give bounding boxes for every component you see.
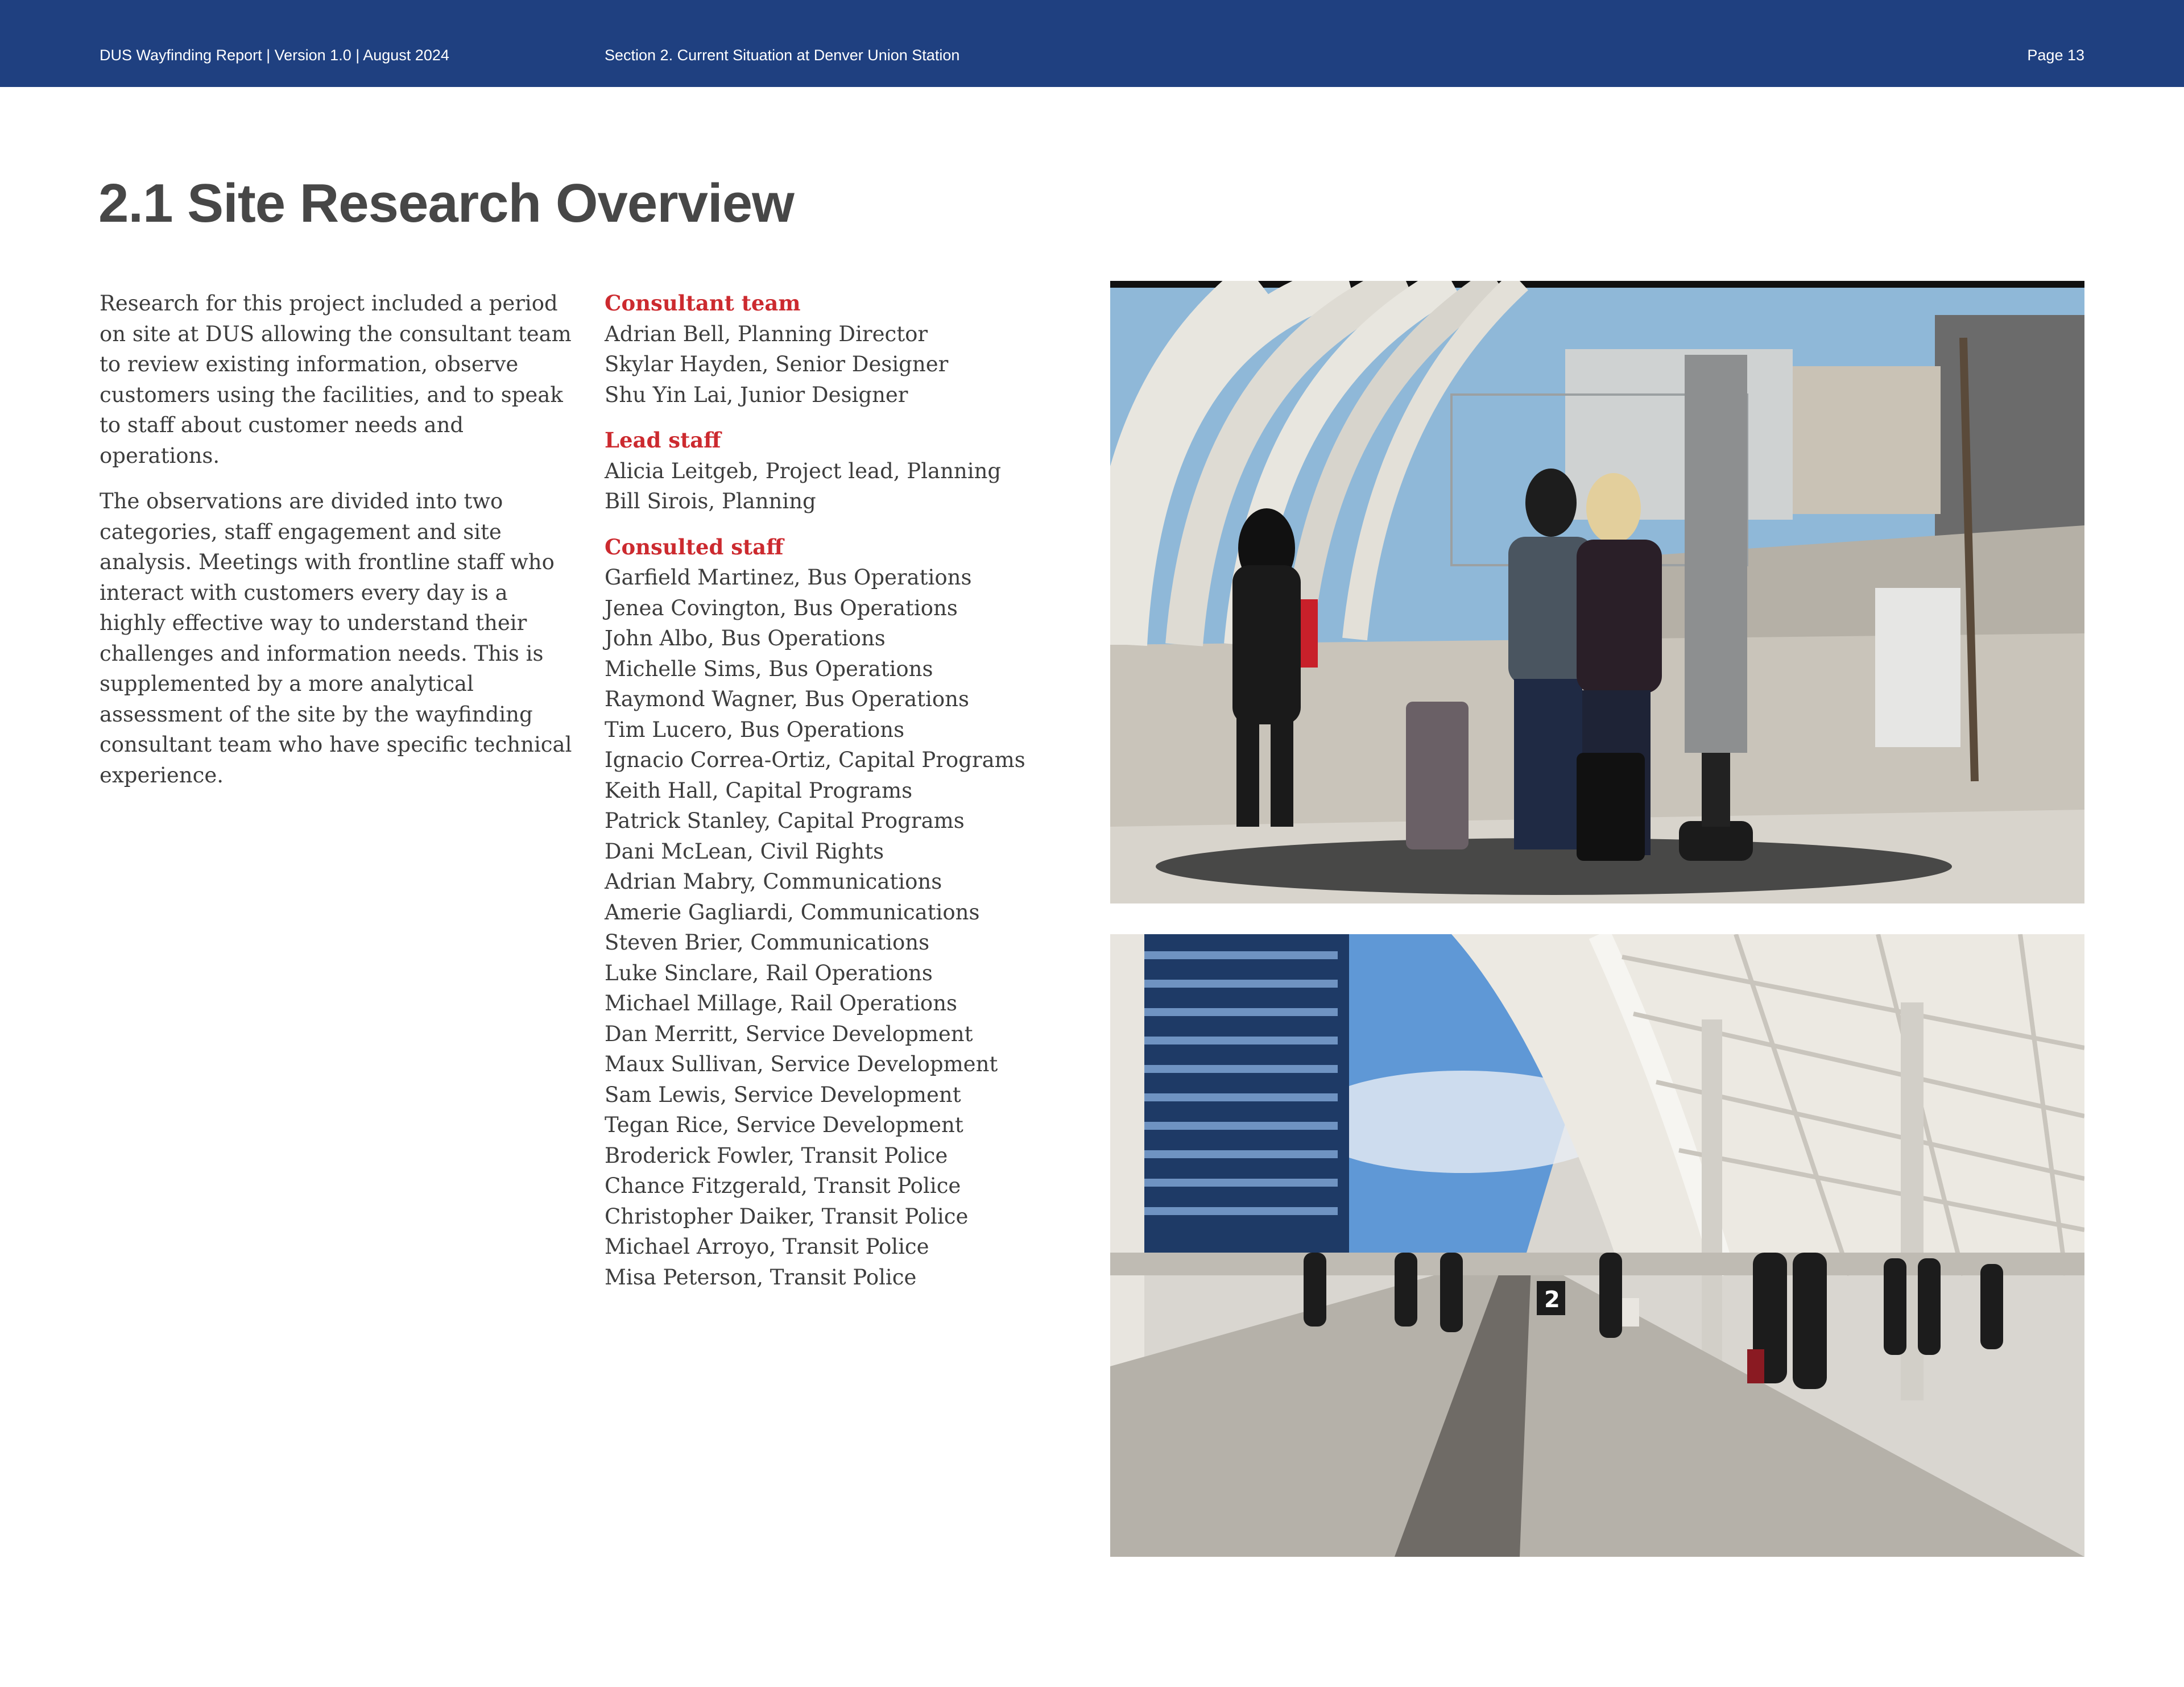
staff-group — [605, 532, 1105, 1293]
page-number: Page 13 — [2027, 47, 2084, 64]
staff-member: Chance Fitzgerald, Transit Police — [605, 1174, 961, 1198]
staff-list — [605, 288, 1105, 1308]
staff-member: Garfield Martinez, Bus Operations — [605, 565, 972, 590]
station-plaza-photo — [1110, 281, 2084, 903]
staff-member: Dani McLean, Civil Rights — [605, 839, 884, 864]
report-info: DUS Wayfinding Report | Version 1.0 | August 2024 — [100, 47, 449, 64]
platform-number-sign: 2 — [1544, 1287, 1560, 1313]
station-plaza-illustration — [1110, 281, 2084, 903]
intro-paragraph-1: Research for this project included a period on site at DUS allowing the consultant team to review existing information, observe customers using the facilities, and to speak to staff about customer needs and operations. — [100, 291, 572, 468]
staff-member: Shu Yin Lai, Junior Designer — [605, 382, 908, 407]
intro-text — [100, 288, 577, 806]
staff-member: Michelle Sims, Bus Operations — [605, 656, 933, 681]
staff-member: Sam Lewis, Service Development — [605, 1082, 961, 1107]
section-title: Section 2. Current Situation at Denver Union Station — [605, 47, 960, 64]
staff-member: Ignacio Correa-Ortiz, Capital Programs — [605, 748, 1025, 772]
staff-member: Michael Millage, Rail Operations — [605, 991, 958, 1015]
staff-member: Bill Sirois, Planning — [605, 489, 816, 513]
train-platform-illustration — [1110, 934, 2084, 1557]
staff-member: Skylar Hayden, Senior Designer — [605, 352, 949, 376]
intro-paragraph-2: The observations are divided into two categories, staff engagement and site analysis. Meetings with frontline staff who interact with customers every day is a highly effective way to understand their challenges and information needs. This is supplemented by a more analytical assessment of the site by the wayfinding consultant team who have specific technical experience. — [100, 489, 572, 787]
staff-member: Adrian Bell, Planning Director — [605, 321, 928, 346]
staff-member: Patrick Stanley, Capital Programs — [605, 809, 965, 833]
staff-member: Michael Arroyo, Transit Police — [605, 1234, 929, 1259]
staff-member: Jenea Covington, Bus Operations — [605, 595, 958, 620]
staff-group-heading: Consultant team — [605, 291, 801, 316]
staff-group-heading: Consulted staff — [605, 534, 784, 559]
staff-member: Luke Sinclare, Rail Operations — [605, 960, 933, 985]
staff-member: Raymond Wagner, Bus Operations — [605, 687, 969, 711]
staff-member: Tim Lucero, Bus Operations — [605, 717, 905, 742]
staff-member: Keith Hall, Capital Programs — [605, 778, 913, 803]
staff-member: Amerie Gagliardi, Communications — [605, 900, 980, 925]
staff-member: Broderick Fowler, Transit Police — [605, 1143, 948, 1168]
staff-group — [605, 425, 1105, 517]
staff-member: Adrian Mabry, Communications — [605, 869, 942, 894]
staff-member: Steven Brier, Communications — [605, 930, 930, 955]
staff-member: John Albo, Bus Operations — [605, 626, 886, 650]
page-title: 2.1 Site Research Overview — [98, 173, 794, 234]
staff-group-heading: Lead staff — [605, 428, 721, 453]
staff-group — [605, 288, 1105, 410]
staff-member: Maux Sullivan, Service Development — [605, 1052, 998, 1076]
staff-member: Christopher Daiker, Transit Police — [605, 1204, 969, 1229]
page-header — [0, 0, 2184, 87]
train-platform-photo — [1110, 934, 2084, 1557]
staff-member: Alicia Leitgeb, Project lead, Planning — [605, 458, 1002, 483]
staff-member: Tegan Rice, Service Development — [605, 1113, 963, 1137]
staff-member: Misa Peterson, Transit Police — [605, 1265, 917, 1290]
staff-member: Dan Merritt, Service Development — [605, 1021, 973, 1046]
